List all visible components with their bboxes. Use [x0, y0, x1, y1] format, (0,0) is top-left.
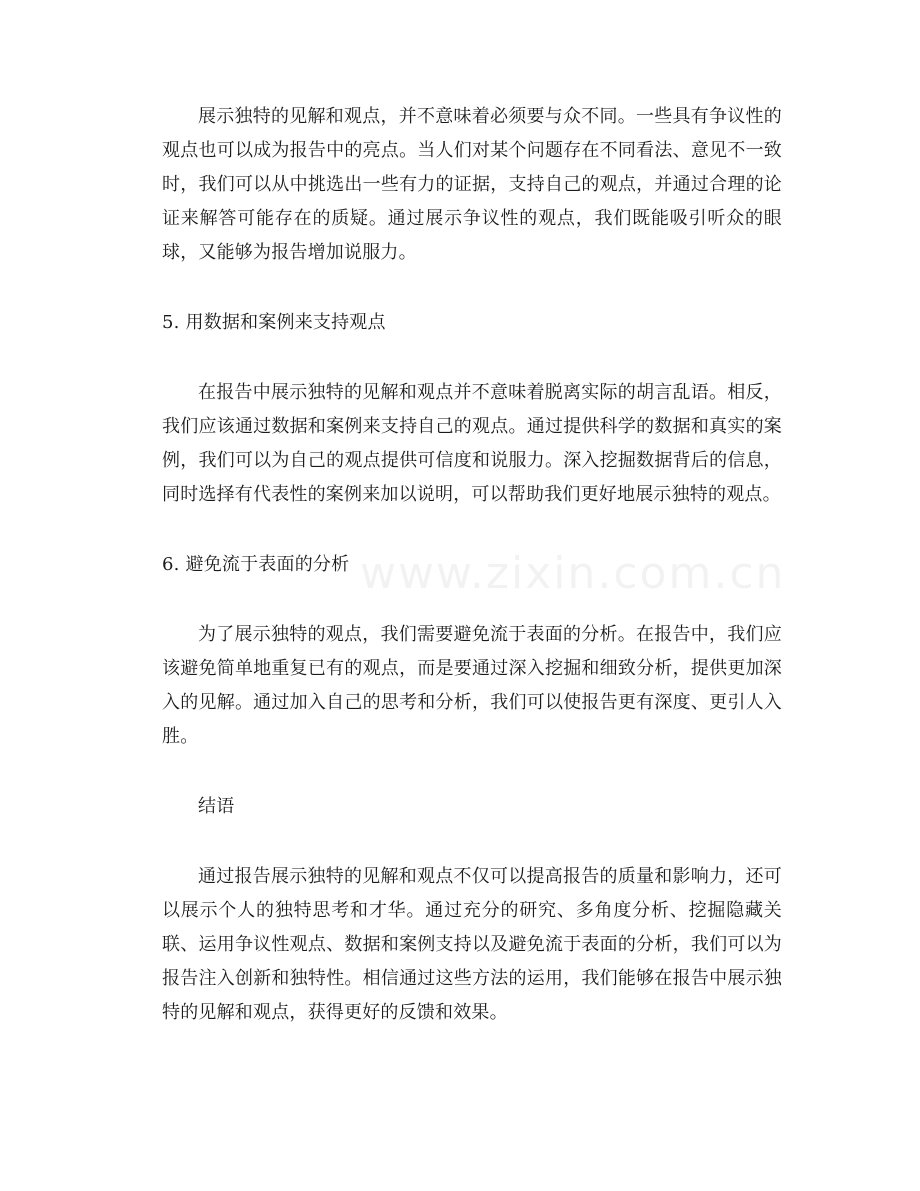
- section-heading-avoid-superficial: 6. 避免流于表面的分析: [162, 554, 350, 575]
- paragraph-data-cases: 在报告中展示独特的见解和观点并不意味着脱离实际的胡言乱语。相反，我们应该通过数据和案例来支持自己的观点。通过提供科学的数据和真实的案例，我们可以为自己的观点提供可信度和说服力。深入挖掘数据背后的信息，同时选择有代表性的案例来加以说明，可以帮助我们更好地展示独特的观点。: [162, 382, 782, 505]
- section-heading-data-cases: 5. 用数据和案例来支持观点: [162, 312, 386, 333]
- paragraph-controversial-views: 展示独特的见解和观点，并不意味着必须要与众不同。一些具有争议性的观点也可以成为报告中的亮点。当人们对某个问题存在不同看法、意见不一致时，我们可以从中挑选出一些有力的证据，支持自己的观点，并通过合理的论证来解答可能存在的质疑。通过展示争议性的观点，我们既能吸引听众的眼球，又能够为报告增加说服力。: [162, 106, 782, 263]
- watermark-text: www.zixin.com.cn: [360, 548, 786, 599]
- section-heading-conclusion: 结语: [198, 796, 235, 817]
- paragraph-avoid-superficial: 为了展示独特的观点，我们需要避免流于表面的分析。在报告中，我们应该避免简单地重复已有的观点，而是要通过深入挖掘和细致分析，提供更加深入的见解。通过加入自己的思考和分析，我们可以使报告更有深度、更引人入胜。: [162, 624, 782, 747]
- document-body: [162, 100, 782, 1066]
- paragraph-conclusion: 通过报告展示独特的见解和观点不仅可以提高报告的质量和影响力，还可以展示个人的独特思考和才华。通过充分的研究、多角度分析、挖掘隐藏关联、运用争议性观点、数据和案例支持以及避免流于表面的分析，我们可以为报告注入创新和独特性。相信通过这些方法的运用，我们能够在报告中展示独特的见解和观点，获得更好的反馈和效果。: [162, 866, 782, 1023]
